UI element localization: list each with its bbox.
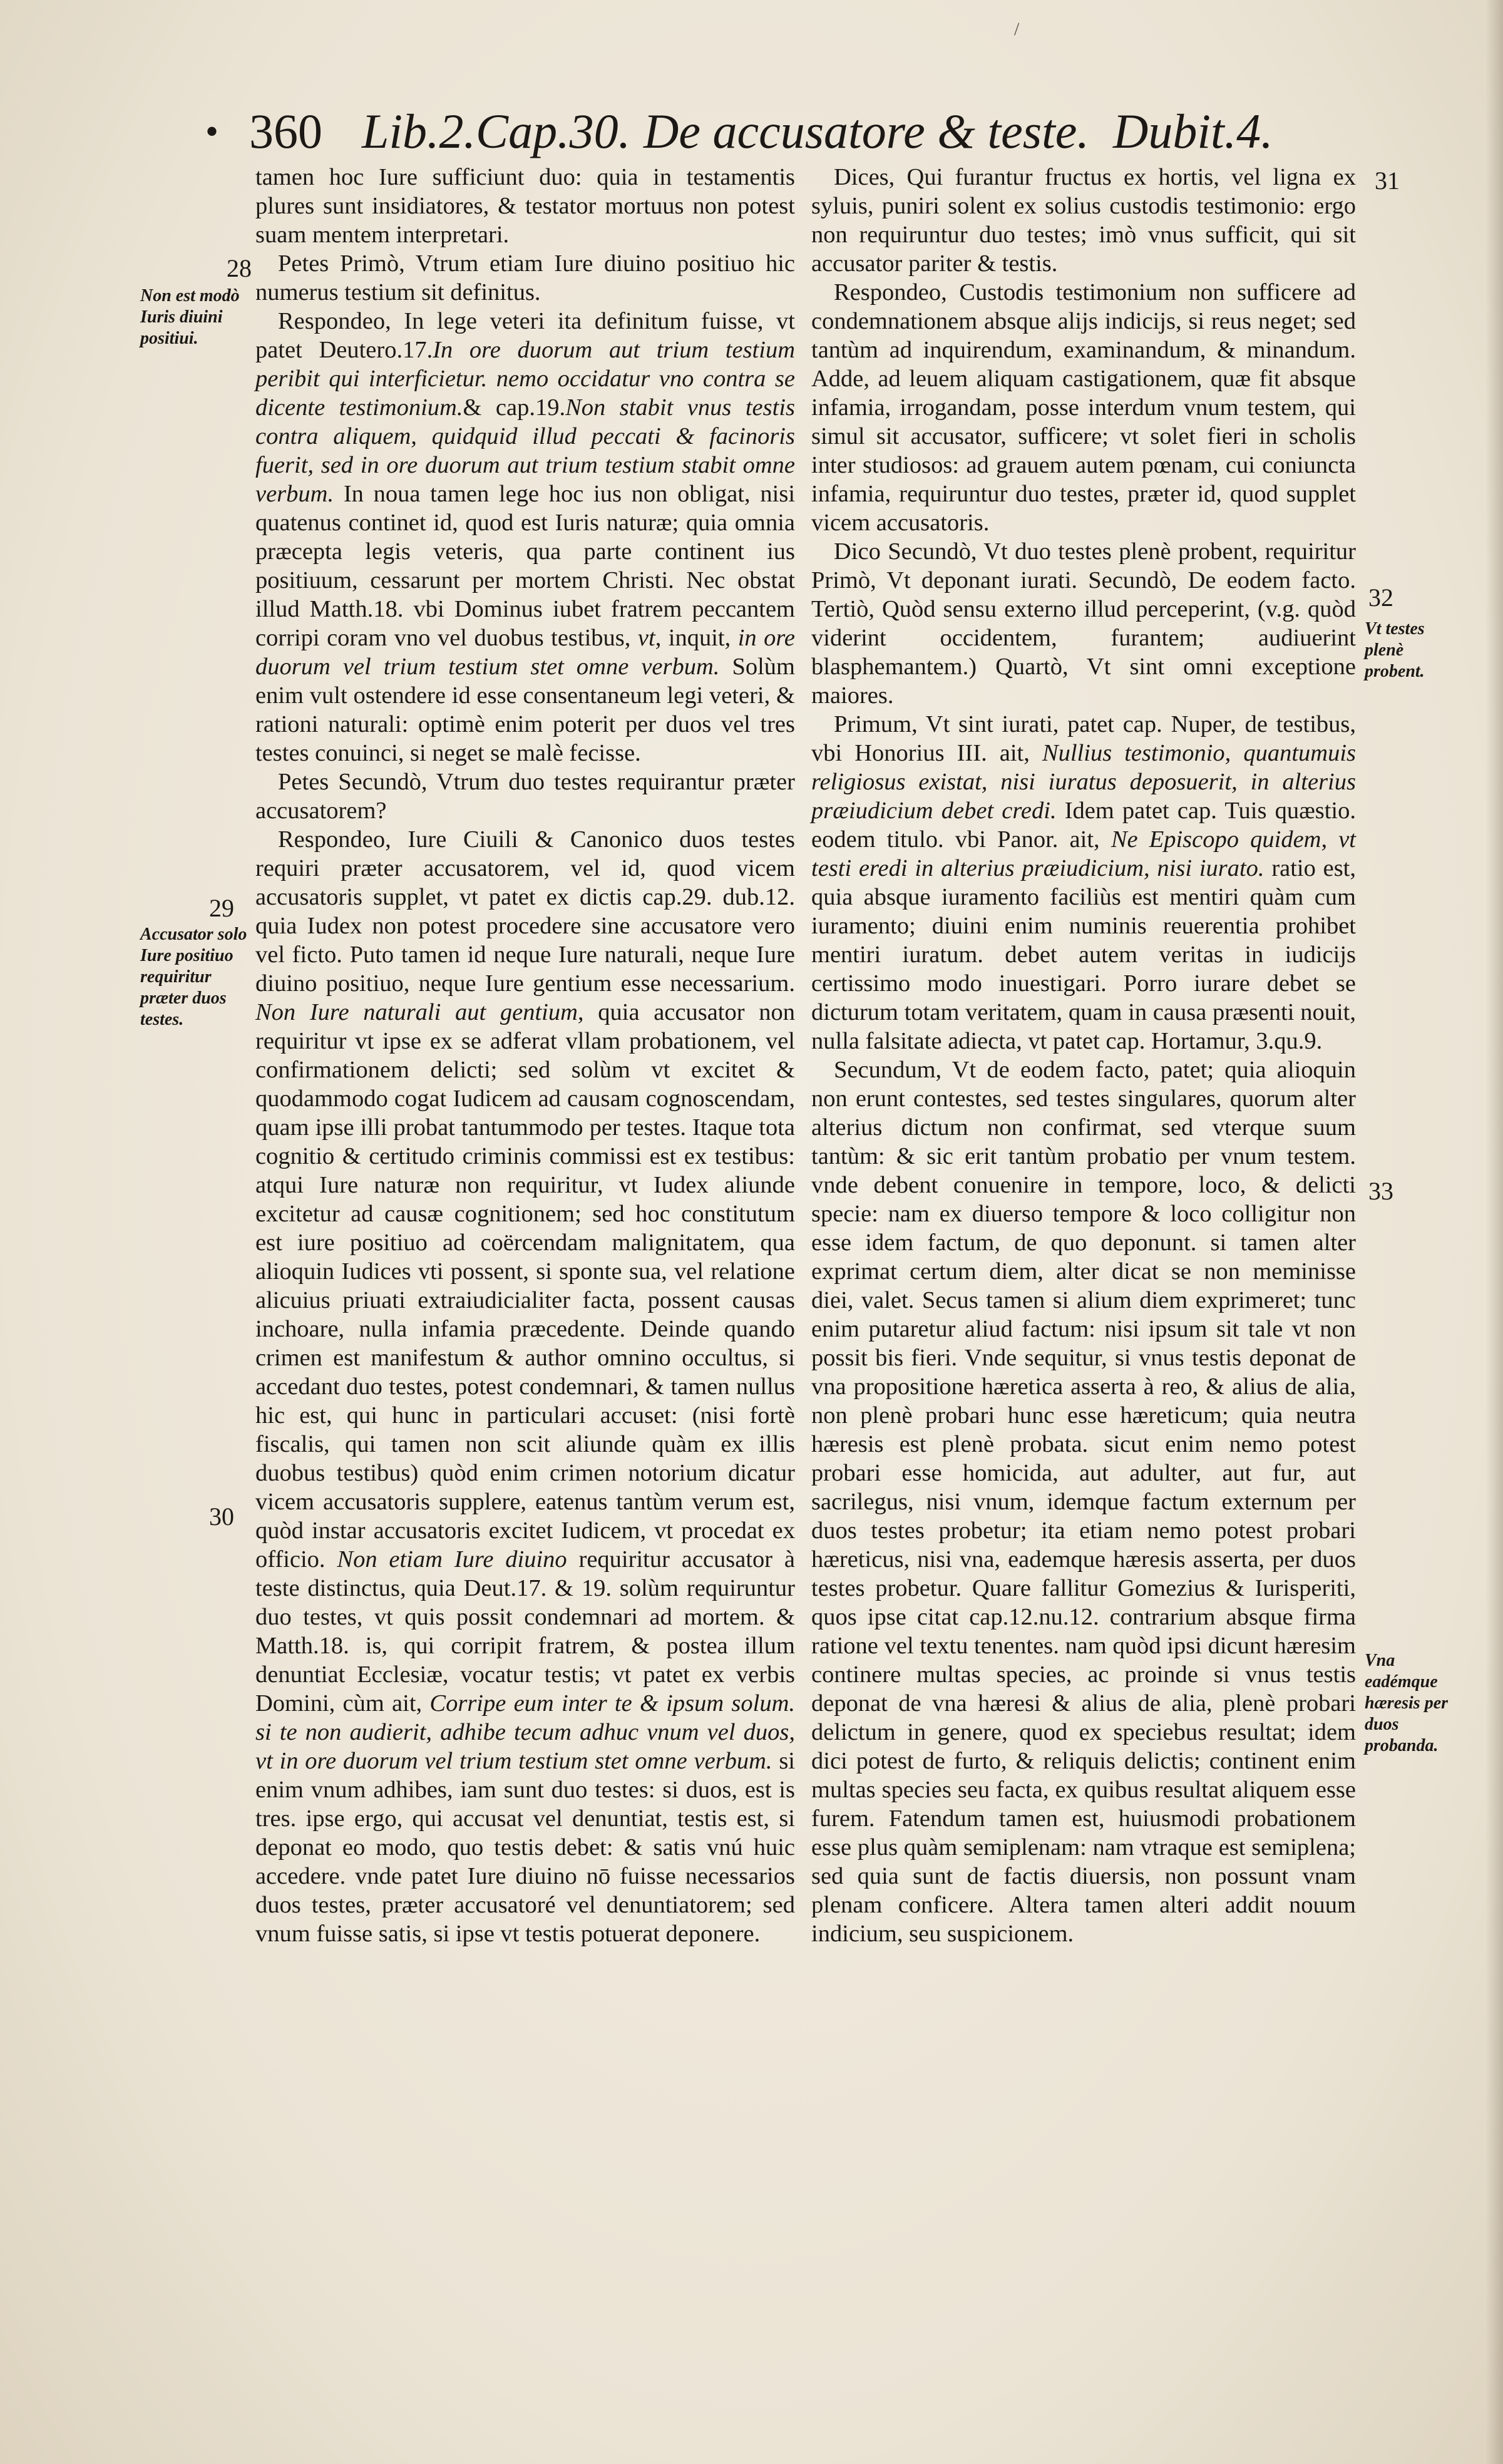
- paragraph: Petes Secundò, Vtrum duo testes requirantur præter accusatorem?: [255, 769, 795, 824]
- book-chapter: Lib.2.Cap.30.: [362, 104, 631, 158]
- margin-number-32: 32: [1368, 583, 1393, 612]
- margin-number-29: 29: [209, 894, 234, 922]
- margin-number-33: 33: [1368, 1177, 1393, 1205]
- quotation: Non Iure naturali aut gentium,: [255, 999, 584, 1025]
- margin-number-28: 28: [227, 254, 252, 282]
- quotation: in ore duorum vel trium testium stet omne verbum.: [255, 625, 796, 680]
- page-number: 360: [249, 104, 322, 158]
- right-text-column: [811, 163, 1356, 1948]
- paragraph: Secundum, Vt de eodem facto, patet; quia alioquin non erunt contestes, sed testes singulares, quorum alter alterius dictum non confirmat, sed vterque suum tantùm: & sic erit tantùm probatio per vnum testem. vnde debent conuenire in tempore, loco, & delicti specie: nam ex diuerso tempore & loco colligitur non esse idem factum, de quo deponunt. si tamen alter exprimat certum diem, alter dicat se non meminisse diei, valet. Secus tamen si alium diem exprimeret; tunc enim putaretur aliud factum: nisi ipsum sit tale vt non possit bis fieri. Vnde sequitur, si vnus testis deponat de vna propositione hæretica asserta à reo, & alius de alia, non plenè probari hunc esse hæreticum; quia neutra hæresis est plenè probata. sicut enim nemo potest probari esse homicida, aut adulter, aut fur, aut sacrilegus, nisi vnum, idemque factum externum per duos testes probetur; ita etiam nemo potest probari hæreticus, nisi vna, eademque hæresis asserta, per duos testes probetur. Quare fallitur Gomezius & Iurisperiti, quos ipse citat cap.12.nu.12. contrarium absque firma ratione vel textu tenentes. nam quòd ipsi dicunt hæresim continere multas species, ac proinde si vnus testis deponat de vna hæresi & alius de alia, plenè probari delictum in genere, quod ex speciebus resultat; idem dici potest de furto, & reliquis delictis; continent enim multas species seu facta, ex quibus resultat aliquem esse furem. Fatendum tamen est, huiusmodi probationem esse plus quàm semiplenam: nam vtraque est semiplena; sed quia sunt de factis diuersis, non possunt vnam plenam conficere. Altera tamen alteri addit nouum indicium, seu suspicionem.: [811, 1057, 1356, 1947]
- quotation: Nullius testimonio, quantumuis religiosus existat, nisi iuratus deposuerit, in alterius præiudicium debet credi.: [811, 740, 1356, 824]
- left-text-column: [255, 163, 795, 1948]
- text-run: & cap.19.: [463, 394, 566, 421]
- margin-note-left-2: Accusator solo Iure positiuo requiritur præter duos testes.: [140, 925, 247, 1029]
- text-run: quia accusator non requiritur vt ipse ex se adferat vllam probationem, vel confirmationem delicti; sed solùm vt excitet & quodammodo cogat Iudicem ad causam cognoscendam, quam ipse illi probat tantummodo per testes. Itaque tota cognitio & certitudo criminis commissi est ex testibus: atqui Iure naturæ non requiritur, vt Iudex aliunde excitetur ad causæ cognitionem; sed hoc constitutum est iure positiuo ad coërcendam malignitatem, qua alioquin Iudices vti possent, si sponte sua, vel relatione alicuius priuati extraiudicialiter facta, possent causas inchoare, nulla infamia præcedente. Deinde quando crimen est manifestum & author omnino occultus, si accedant duo testes, potest condemnari, & tamen nullus hic est, qui hunc in particulari accuset: (nisi fortè fiscalis, qui tamen non scit aliunde quàm ex illis duobus testibus) quòd enim crimen notorium dicatur vicem accusatoris supplere, eatenus tantùm verum est, quòd instar accusatoris excitet Iudicem, vt procedat ex officio.: [255, 999, 796, 1573]
- dubitatio-label: Dubit.4.: [1113, 104, 1273, 158]
- text-run: Idem patet cap. Tuis quæstio. eodem titulo. vbi Panor. ait,: [811, 798, 1356, 853]
- text-run: Respondeo, In lege veteri ita definitum fuisse, vt patet Deutero.17.: [255, 308, 795, 363]
- margin-number-31: 31: [1375, 167, 1400, 195]
- quotation: In ore duorum aut trium testium peribit qui interficietur. nemo occidatur vno contra se dicente testimonium.: [255, 337, 795, 421]
- stray-mark: /: [1014, 19, 1020, 39]
- running-title: De accusatore & teste.: [644, 104, 1089, 158]
- page-edge-shadow: [1485, 0, 1503, 2464]
- paragraph: Respondeo, Custodis testimonium non sufficere ad condemnationem absque alijs indicijs, si reus neget; sed tantùm ad inquirendum, examinandum, & minandum. Adde, ad leuem aliquam castigationem, quæ fit absque infamia, irrogandam, posse interdum vnum testem, qui simul sit accusator, sufficere; vt solet fieri in scholis inter studiosos: ad grauem autem pœnam, cui coniuncta infamia, requiruntur duo testes, præter id, quod supplet vicem accusatoris.: [811, 279, 1356, 536]
- paragraph: tamen hoc Iure sufficiunt duo: quia in testamentis plures sunt insidiatores, & testator mortuus non potest suam mentem interpretari.: [255, 164, 795, 248]
- quotation: Corripe eum inter te & ipsum solum. si te non audierit, adhibe tecum adhuc vnum vel duos, vt in ore duorum vel trium testium stet omne verbum.: [255, 1690, 795, 1774]
- text-run: Primum, Vt sint iurati, patet cap. Nuper, de testibus, vbi Honorius III. ait,: [811, 711, 1356, 766]
- paragraph: Dico Secundò, Vt duo testes plenè probent, requiritur Primò, Vt deponant iurati. Secundò, De eodem facto. Tertiò, Quòd sensu externo illud perceperint, (v.g. quòd viderint occidentem, furantem; audiuerint blasphemantem.) Quartò, Vt sint omni exceptione maiores.: [811, 538, 1356, 709]
- text-run: In noua tamen lege hoc ius non obligat, nisi quatenus continet id, quod est Iuris naturæ; quia omnia præcepta legis veteris, qua parte continent ius positiuum, cessarunt per mortem Christi. Nec obstat illud Matth.18. vbi Dominus iubet fratrem peccantem corripi coram vno vel duobus testibus,: [255, 481, 796, 651]
- running-header: [0, 94, 1503, 169]
- paragraph: Petes Primò, Vtrum etiam Iure diuino positiuo hic numerus testium sit definitus.: [255, 250, 795, 305]
- margin-note-right-2: Vna eadémque hæresis per duos probanda.: [1365, 1651, 1449, 1755]
- header-mark: •: [205, 111, 219, 152]
- paragraph: Dices, Qui furantur fructus ex hortis, vel ligna ex syluis, puniri solent ex solius custodis testimonio: ergo non requiruntur duo testes; imò vnus sufficit, qui sit accusator pariter & testis.: [811, 164, 1356, 277]
- text-run: requiritur accusator à teste distinctus, quia Deut.17. & 19. solùm requiruntur duo testes, vt quis possit condemnari ad mortem. & Matth.18. is, qui corripit fratrem, & postea illum denuntiat Ecclesiæ, vocatur testis; vt patet ex verbis Domini, cùm ait,: [255, 1546, 795, 1717]
- text-run: , inquit,: [655, 625, 731, 651]
- margin-note-right-1: Vt testes plenè probent.: [1365, 619, 1425, 681]
- quotation: Ne Episcopo quidem, vt testi eredi in alterius præiudicium, nisi iurato.: [811, 826, 1356, 881]
- paragraph: [255, 307, 795, 767]
- quotation: Non etiam Iure diuino: [337, 1546, 567, 1573]
- quotation: Non stabit vnus testis contra aliquem, quidquid illud peccati & facinoris fuerit, sed in ore duorum aut trium testium stabit omne verbum.: [255, 394, 796, 507]
- paragraph: [811, 710, 1356, 1055]
- margin-number-30: 30: [209, 1502, 234, 1531]
- paragraph: [255, 825, 795, 1948]
- text-run: ratio est, quia absque iuramento faciliùs est mentiri quàm cum iuramento; diuini enim numinis reuerentia prohibet mentiri iuratum. debet autem veritas in iudicijs certissimo modo inuestigari. Porro iurare debet se dicturum totam veritatem, quam in causa præsenti nouit, nulla falsitate adiecta, vt patet cap. Hortamur, 3.qu.9.: [811, 855, 1357, 1054]
- quotation: vt: [637, 625, 655, 651]
- text-run: Solùm enim vult ostendere id esse consentaneum legi veteri, & rationi naturali: optimè enim poterit per duos vel tres testes conuinci, si neget se malè fecisse.: [255, 654, 795, 766]
- text-run: si enim vnum adhibes, iam sunt duo testes: si duos, est is tres. ipse ergo, qui accusat vel denuntiat, testis est, si deponat eo modo, quo testis debet: & satis vnú huic accedere. vnde patet Iure diuino nō fuisse necessarios duos testes, præter accusatoré vel denuntiatorem; sed vnum fuisse satis, si ipse vt testis potuerat deponere.: [255, 1748, 795, 1947]
- margin-note-left-1: Non est modò Iuris diuini positiui.: [140, 286, 240, 348]
- text-run: Respondeo, Iure Ciuili & Canonico duos testes requiri præter accusatorem, vel id, quod vicem accusatoris supplet, vt patet ex dictis cap.29. dub.12. quia Iudex non potest procedere sine accusatore vero vel ficto. Puto tamen id neque Iure naturali, neque Iure diuino positiuo, neque Iure gentium esse necessarium.: [255, 826, 795, 997]
